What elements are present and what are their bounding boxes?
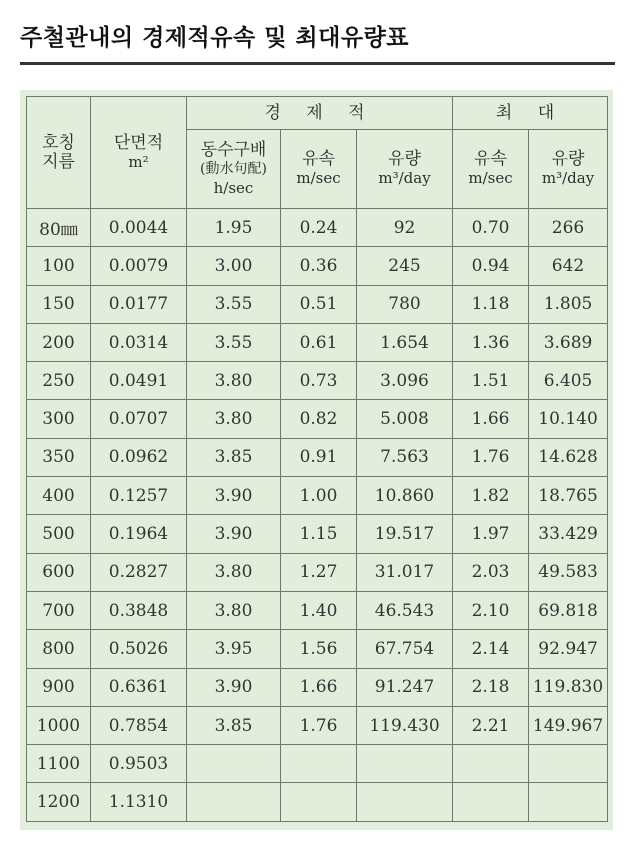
cell-diameter: 80㎜ (27, 209, 91, 247)
cell-eco-flow: 92 (357, 209, 453, 247)
cell-eco-velocity: 1.15 (281, 515, 357, 553)
cell-max-velocity: 0.94 (453, 247, 529, 285)
cell-eco-flow: 19.517 (357, 515, 453, 553)
header-area-unit: m² (128, 152, 149, 171)
cell-eco-flow: 7.563 (357, 438, 453, 476)
header-eco-velocity-unit: m/sec (296, 169, 341, 187)
cell-diameter: 250 (27, 362, 91, 400)
cell-gradient: 3.80 (187, 400, 281, 438)
cell-max-velocity: 1.82 (453, 477, 529, 515)
header-gradient-hanja: (動水句配) (200, 160, 267, 177)
cell-eco-velocity: 0.82 (281, 400, 357, 438)
table-row (27, 783, 608, 821)
cell-max-velocity (453, 783, 529, 821)
table-row (27, 745, 608, 783)
cell-max-flow: 6.405 (529, 362, 608, 400)
cell-max-velocity: 1.97 (453, 515, 529, 553)
cell-gradient: 3.85 (187, 706, 281, 744)
cell-area: 0.3848 (91, 591, 187, 629)
cell-gradient: 3.55 (187, 323, 281, 361)
table-row (27, 209, 608, 247)
header-max-flow-label: 유량 (551, 149, 585, 169)
cell-eco-velocity: 0.73 (281, 362, 357, 400)
cell-max-velocity: 2.10 (453, 591, 529, 629)
table-row (27, 438, 608, 476)
cell-max-velocity: 2.21 (453, 706, 529, 744)
cell-diameter: 1100 (27, 745, 91, 783)
cell-eco-flow: 780 (357, 285, 453, 323)
cell-max-flow: 49.583 (529, 553, 608, 591)
cell-diameter: 300 (27, 400, 91, 438)
cell-max-flow (529, 745, 608, 783)
cell-eco-flow: 31.017 (357, 553, 453, 591)
cell-max-velocity: 2.14 (453, 630, 529, 668)
cell-diameter: 200 (27, 323, 91, 361)
cell-eco-velocity: 0.51 (281, 285, 357, 323)
table-panel (20, 90, 613, 830)
cell-gradient: 1.95 (187, 209, 281, 247)
cell-eco-flow: 91.247 (357, 668, 453, 706)
cell-eco-velocity: 0.91 (281, 438, 357, 476)
table-row (27, 400, 608, 438)
cell-diameter: 800 (27, 630, 91, 668)
cell-eco-velocity: 0.24 (281, 209, 357, 247)
header-area-label: 단면적 (113, 132, 164, 153)
header-gradient-label: 동수구배 (200, 139, 267, 160)
cell-max-velocity: 1.18 (453, 285, 529, 323)
cell-max-flow: 1.805 (529, 285, 608, 323)
cell-area: 0.2827 (91, 553, 187, 591)
cell-gradient (187, 745, 281, 783)
cell-gradient: 3.55 (187, 285, 281, 323)
cell-area: 0.0177 (91, 285, 187, 323)
header-max-velocity-unit: m/sec (468, 169, 513, 187)
header-diameter-line2: 지름 (42, 151, 75, 172)
cell-max-flow: 266 (529, 209, 608, 247)
cell-eco-velocity: 0.36 (281, 247, 357, 285)
header-eco-flow (357, 130, 453, 209)
header-area (91, 97, 187, 209)
cell-diameter: 350 (27, 438, 91, 476)
cell-diameter: 500 (27, 515, 91, 553)
cell-diameter: 1200 (27, 783, 91, 821)
cell-max-velocity: 2.18 (453, 668, 529, 706)
cell-max-velocity (453, 745, 529, 783)
header-diameter-line1: 호칭 (42, 132, 75, 153)
cell-gradient: 3.90 (187, 515, 281, 553)
cell-max-flow: 119.830 (529, 668, 608, 706)
cell-eco-flow: 3.096 (357, 362, 453, 400)
header-gradient (187, 130, 281, 209)
cell-area: 0.5026 (91, 630, 187, 668)
cell-area: 0.9503 (91, 745, 187, 783)
cell-diameter: 100 (27, 247, 91, 285)
cell-area: 0.0491 (91, 362, 187, 400)
cell-area: 0.1257 (91, 477, 187, 515)
table-row (27, 362, 608, 400)
table-row (27, 553, 608, 591)
cell-area: 0.0314 (91, 323, 187, 361)
table-row (27, 706, 608, 744)
header-eco-velocity (281, 130, 357, 209)
cell-diameter: 150 (27, 285, 91, 323)
header-economic-group: 경 제 적 (187, 97, 453, 130)
cell-area: 0.0707 (91, 400, 187, 438)
cell-gradient: 3.00 (187, 247, 281, 285)
page-title: 주철관내의 경제적유속 및 최대유량표 (20, 25, 410, 51)
cell-gradient: 3.80 (187, 591, 281, 629)
cell-area: 0.0044 (91, 209, 187, 247)
cell-gradient: 3.85 (187, 438, 281, 476)
cell-diameter: 900 (27, 668, 91, 706)
cell-area: 0.0079 (91, 247, 187, 285)
cell-max-flow: 149.967 (529, 706, 608, 744)
cell-gradient: 3.90 (187, 668, 281, 706)
cell-gradient: 3.80 (187, 362, 281, 400)
cell-max-flow: 10.140 (529, 400, 608, 438)
header-max-flow-unit: m³/day (541, 169, 595, 187)
cell-eco-velocity: 1.56 (281, 630, 357, 668)
header-max-velocity-label: 유속 (474, 149, 507, 169)
header-diameter (27, 97, 91, 209)
table-row (27, 591, 608, 629)
cell-eco-velocity: 1.40 (281, 591, 357, 629)
cell-eco-flow: 10.860 (357, 477, 453, 515)
header-eco-flow-label: 유량 (388, 149, 421, 169)
cell-eco-flow: 119.430 (357, 706, 453, 744)
cell-gradient: 3.95 (187, 630, 281, 668)
cell-area: 0.7854 (91, 706, 187, 744)
cell-eco-flow (357, 745, 453, 783)
table-row (27, 515, 608, 553)
cell-area: 1.1310 (91, 783, 187, 821)
cell-max-velocity: 1.51 (453, 362, 529, 400)
header-max-group: 최 대 (453, 97, 608, 130)
header-max-flow (529, 130, 608, 209)
header-gradient-unit: h/sec (213, 178, 254, 197)
table-row (27, 477, 608, 515)
table-row (27, 247, 608, 285)
cell-eco-flow: 5.008 (357, 400, 453, 438)
cell-gradient: 3.90 (187, 477, 281, 515)
cell-max-velocity: 0.70 (453, 209, 529, 247)
cell-eco-velocity: 1.27 (281, 553, 357, 591)
table-row (27, 323, 608, 361)
cell-max-flow: 69.818 (529, 591, 608, 629)
cell-diameter: 400 (27, 477, 91, 515)
cell-diameter: 1000 (27, 706, 91, 744)
cell-eco-flow (357, 783, 453, 821)
cell-max-velocity: 1.66 (453, 400, 529, 438)
title-underline (20, 62, 615, 65)
cell-max-flow: 33.429 (529, 515, 608, 553)
cell-area: 0.6361 (91, 668, 187, 706)
cell-max-flow: 3.689 (529, 323, 608, 361)
header-max-velocity (453, 130, 529, 209)
cell-eco-velocity: 1.00 (281, 477, 357, 515)
cell-max-velocity: 2.03 (453, 553, 529, 591)
cell-max-velocity: 1.36 (453, 323, 529, 361)
cell-diameter: 700 (27, 591, 91, 629)
cell-eco-velocity: 1.76 (281, 706, 357, 744)
cell-max-flow: 18.765 (529, 477, 608, 515)
table-row (27, 630, 608, 668)
cell-gradient (187, 783, 281, 821)
cell-max-flow: 14.628 (529, 438, 608, 476)
cell-area: 0.1964 (91, 515, 187, 553)
table-body (27, 209, 608, 822)
table-row (27, 285, 608, 323)
header-eco-velocity-label: 유속 (302, 149, 335, 169)
cell-diameter: 600 (27, 553, 91, 591)
cell-max-flow: 92.947 (529, 630, 608, 668)
cell-eco-velocity (281, 783, 357, 821)
cell-eco-velocity: 0.61 (281, 323, 357, 361)
flow-table (26, 96, 608, 822)
cell-area: 0.0962 (91, 438, 187, 476)
cell-max-flow: 642 (529, 247, 608, 285)
cell-eco-flow: 46.543 (357, 591, 453, 629)
cell-gradient: 3.80 (187, 553, 281, 591)
cell-eco-flow: 1.654 (357, 323, 453, 361)
cell-max-velocity: 1.76 (453, 438, 529, 476)
table-row (27, 668, 608, 706)
cell-eco-flow: 67.754 (357, 630, 453, 668)
cell-eco-velocity (281, 745, 357, 783)
cell-max-flow (529, 783, 608, 821)
cell-eco-velocity: 1.66 (281, 668, 357, 706)
header-eco-flow-unit: m³/day (378, 169, 431, 187)
cell-eco-flow: 245 (357, 247, 453, 285)
